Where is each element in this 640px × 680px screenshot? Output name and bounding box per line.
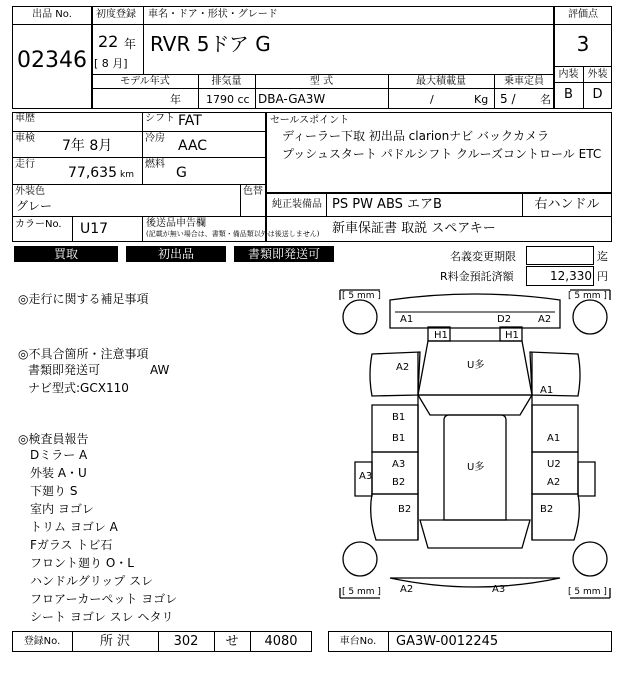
defects-title: ◎不具合箇所・注意事項	[18, 347, 149, 361]
chassis-number: GA3W-0012245	[396, 634, 499, 649]
fender-left-front	[370, 352, 420, 396]
damage-mark: U多	[467, 360, 485, 371]
first-reg-month: [ 8 月]	[94, 57, 128, 70]
first-reg-year-unit: 年	[124, 37, 137, 51]
damage-mark: A2	[547, 477, 561, 488]
equipment-value: PS PW ABS エアB	[332, 197, 442, 212]
defect-line-1-code: AW	[150, 363, 170, 377]
displacement-header: 排気量	[211, 76, 242, 87]
reg-number: 4080	[264, 634, 298, 649]
lot-label: 出品 No.	[32, 9, 72, 20]
damage-mark: U2	[547, 459, 561, 470]
damage-mark: A3	[492, 584, 506, 595]
name-change-unit: 迄	[597, 250, 608, 263]
wheel-rear-left	[343, 542, 377, 576]
ext-color-value: グレー	[16, 199, 53, 213]
first-reg-year: 22	[98, 32, 119, 51]
fender-right-front	[530, 352, 580, 396]
reg-class: 302	[173, 634, 199, 649]
inspector-line: フロアーカーペット ヨゴレ	[30, 592, 178, 606]
model-year-header: モデル年式	[120, 76, 170, 87]
wheel-front-right	[573, 300, 607, 334]
recolor-label: 色替	[243, 186, 263, 197]
sales-point-line1: ディーラー下取 初出品 clarionナビ バックカメラ	[282, 129, 549, 143]
car-title-label: 車名・ドア・形状・グレード	[148, 9, 278, 20]
damage-mark: D2	[497, 314, 512, 325]
aftermarket-label: 後送品申告欄	[146, 218, 206, 229]
first-listing-tag: 初出品	[126, 246, 226, 262]
inspection-value: 7年 8月	[62, 138, 113, 154]
documents-value: 新車保証書 取説 スペアキー	[332, 221, 496, 236]
interior-grade: B	[564, 87, 573, 102]
damage-mark: A1	[540, 385, 554, 396]
inspection-label: 車検	[15, 133, 35, 144]
reg-label: 登録No.	[23, 636, 61, 647]
aircon-value: AAC	[178, 138, 208, 154]
model-code-value: DBA-GA3W	[258, 92, 326, 106]
name-change-label: 名義変更期限	[450, 250, 516, 263]
first-reg-label: 初度登録	[96, 9, 136, 20]
displacement-value: 1790 cc	[206, 93, 250, 106]
mileage-value: 77,635	[68, 165, 117, 181]
score-value: 3	[576, 32, 590, 56]
damage-mark: B1	[392, 433, 406, 444]
max-load-unit: Kg	[474, 93, 489, 106]
damage-mark: A3	[392, 459, 406, 470]
damage-mark: U多	[467, 462, 485, 473]
inspector-line: Dミラー A	[30, 448, 88, 462]
inspector-line: ハンドルグリップ スレ	[30, 574, 154, 588]
chassis-label: 車台No.	[339, 636, 377, 647]
defect-line-2: ナビ型式:GCX110	[28, 381, 129, 395]
aftermarket-note: (記載が無い場合は、書類・備品類以外は後送しません)	[146, 230, 320, 238]
damage-mark: A1	[400, 314, 414, 325]
color-no-label: カラーNo.	[15, 219, 62, 230]
aircon-label: 冷房	[145, 133, 165, 144]
mileage-unit: km	[120, 170, 134, 180]
exterior-grade: D	[592, 87, 603, 102]
quarter-right	[532, 494, 579, 540]
history-label: 車歴	[15, 113, 35, 124]
damage-mark: A2	[538, 314, 552, 325]
reg-kana: せ	[225, 634, 239, 649]
recycle-unit: 円	[597, 270, 608, 283]
tire-depth-rear-right: [ 5 mm ]	[568, 587, 607, 597]
damage-mark: H1	[434, 330, 448, 341]
shift-value: FAT	[178, 113, 202, 129]
sill-right	[578, 462, 595, 496]
inspector-line: 外装 A・U	[30, 466, 87, 480]
driving-notes-title: ◎走行に関する補足事項	[18, 292, 149, 306]
reg-city: 所 沢	[99, 634, 131, 649]
model-code-header: 型 式	[309, 76, 334, 87]
inspector-line: フロント廻り O・L	[30, 556, 134, 570]
recycle-label: R料金預託済額	[440, 270, 514, 283]
sales-point-line2: プッシュスタート パドルシフト クルーズコントロール ETC	[282, 147, 602, 161]
tire-depth-front-right: [ 5 mm ]	[568, 291, 607, 301]
tire-depth-front-left: [ 5 mm ]	[342, 291, 381, 301]
damage-mark: B2	[392, 477, 406, 488]
wheel-rear-right	[573, 542, 607, 576]
quarter-left	[371, 494, 418, 540]
damage-mark: A1	[547, 433, 561, 444]
inspector-line: 室内 ヨゴレ	[30, 502, 94, 516]
exterior-label: 外装	[587, 69, 608, 80]
inspector-line: Fガラス トビ石	[30, 538, 113, 552]
buy-tag: 買取	[14, 246, 118, 262]
capacity-unit: 名	[540, 93, 551, 106]
fuel-value: G	[176, 165, 187, 181]
windshield	[418, 395, 532, 415]
damage-mark: A2	[396, 362, 410, 373]
damage-mark: A2	[400, 584, 414, 595]
score-label: 評価点	[568, 9, 598, 20]
recycle-value: 12,330	[550, 269, 592, 283]
front-bumper	[390, 294, 560, 328]
defect-line-1: 書類即発送可	[28, 363, 101, 377]
fuel-label: 燃料	[145, 159, 165, 170]
tire-depth-rear-left: [ 5 mm ]	[342, 587, 381, 597]
inspector-line: シート ヨゴレ スレ ヘタリ	[30, 610, 174, 624]
damage-mark: B1	[392, 412, 406, 423]
capacity-value: 5 /	[500, 92, 516, 106]
ext-color-label: 外装色	[15, 186, 45, 197]
door-right-front	[532, 405, 578, 452]
interior-label: 内装	[558, 69, 579, 80]
inspector-line: トリム ヨゴレ A	[30, 520, 118, 534]
mileage-label: 走行	[15, 159, 35, 170]
car-title: RVR 5ドア G	[150, 32, 271, 56]
color-no-value: U17	[80, 221, 109, 237]
damage-mark: B2	[540, 504, 554, 515]
shift-label: シフト	[145, 113, 175, 124]
damage-mark: B2	[398, 504, 412, 515]
damage-mark: A3	[359, 471, 373, 482]
wheel-front-left	[343, 300, 377, 334]
max-load-header: 最大積載量	[416, 76, 466, 87]
immediate-docs-tag: 書類即発送可	[234, 246, 334, 262]
inspector-line: 下廻り S	[30, 484, 78, 498]
back-door	[420, 520, 530, 548]
damage-mark: H1	[505, 330, 519, 341]
sales-point-label: セールスポイント	[270, 115, 350, 126]
capacity-header: 乗車定員	[504, 76, 544, 87]
max-load-sep: /	[430, 93, 434, 106]
rear-bumper	[390, 578, 560, 587]
equipment-label: 純正装備品	[272, 199, 322, 210]
lot-number: 02346	[17, 48, 87, 73]
model-year-unit: 年	[170, 93, 181, 106]
inspector-title: ◎検査員報告	[18, 432, 89, 446]
handle-value: 右ハンドル	[534, 197, 600, 212]
